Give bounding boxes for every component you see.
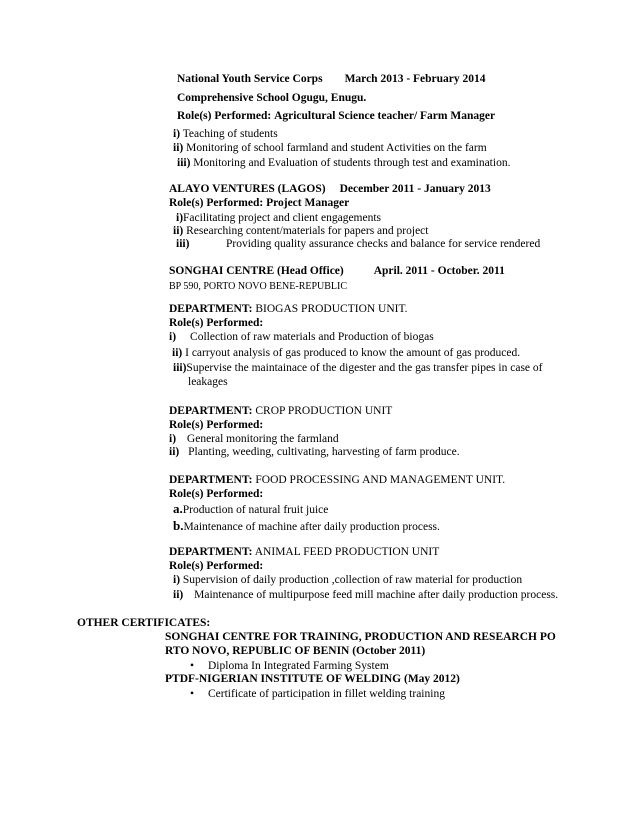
list-text: Monitoring of school farmland and student Activities on the farm: [186, 142, 487, 154]
list-marker: iii): [173, 362, 187, 374]
list-item: [173, 502, 328, 517]
songhai-heading: [169, 265, 505, 278]
list-text: Maintenance of machine after daily production process.: [183, 521, 440, 533]
department-heading: [169, 405, 392, 418]
list-item: [173, 362, 542, 375]
nysc-org: National Youth Service Corps: [177, 73, 323, 85]
nysc-role-label: Role(s) Performed:: [177, 110, 272, 122]
list-item: [169, 433, 339, 446]
department-heading: [169, 546, 439, 559]
list-text: Planting, weeding, cultivating, harvesting of farm produce.: [188, 446, 460, 458]
department-name: CROP PRODUCTION UNIT: [255, 405, 393, 417]
list-text: Supervision of daily production ,collection of raw material for production: [182, 574, 523, 586]
cert-institution: PTDF-NIGERIAN INSTITUTE OF WELDING (May 2012): [165, 673, 460, 685]
list-marker: ii): [169, 446, 180, 458]
list-text: General monitoring the farmland: [186, 433, 339, 445]
cert-item: [190, 688, 445, 701]
department-name: FOOD PROCESSING AND MANAGEMENT UNIT.: [255, 474, 506, 486]
list-text: Teaching of students: [182, 128, 278, 140]
alayo-role: Role(s) Performed: Project Manager: [169, 197, 350, 209]
department-role-label: Role(s) Performed:: [169, 560, 264, 572]
list-text: Production of natural fruit juice: [182, 504, 329, 516]
list-item: [176, 212, 381, 225]
list-marker: ii): [173, 142, 184, 154]
department-label: DEPARTMENT:: [169, 303, 253, 315]
department-heading: [169, 303, 408, 316]
cert-institution: SONGHAI CENTRE FOR TRAINING, PRODUCTION AND RESEARCH PO: [165, 631, 556, 643]
cert-item: [190, 660, 389, 673]
list-marker: ii): [172, 347, 183, 359]
list-marker: a.: [173, 501, 183, 516]
department-label: DEPARTMENT:: [169, 546, 253, 558]
alayo-dates: December 2011 - January 2013: [339, 183, 491, 195]
list-item: [173, 142, 487, 155]
list-marker: i): [173, 128, 181, 140]
alayo-org: ALAYO VENTURES (LAGOS): [169, 183, 326, 195]
nysc-school: Comprehensive School Ogugu, Enugu.: [177, 92, 367, 104]
songhai-dates: April. 2011 - October. 2011: [373, 265, 505, 277]
nysc-role: [177, 110, 495, 123]
list-item: [173, 519, 440, 534]
list-marker: ii): [173, 225, 184, 237]
bullet-icon: •: [190, 660, 195, 672]
list-text: Providing quality assurance checks and balance for service rendered: [226, 238, 541, 250]
nysc-role-value: Agricultural Science teacher/ Farm Manager: [274, 110, 496, 122]
list-marker: iii): [177, 157, 191, 169]
songhai-address: BP 590, PORTO NOVO BENE-REPUBLIC: [169, 281, 348, 292]
list-item: [173, 589, 558, 602]
list-item: [177, 157, 510, 170]
list-item: [172, 347, 520, 360]
cert-item-text: Diploma In Integrated Farming System: [208, 660, 389, 672]
list-item: [169, 446, 460, 459]
department-name: ANIMAL FEED PRODUCTION UNIT: [254, 546, 440, 558]
other-certificates-heading: OTHER CERTIFICATES:: [77, 617, 211, 629]
list-marker: i): [169, 433, 177, 445]
list-marker: ii): [173, 589, 184, 601]
department-label: DEPARTMENT:: [169, 474, 253, 486]
department-label: DEPARTMENT:: [169, 405, 253, 417]
list-marker: iii): [176, 238, 190, 250]
list-text: Facilitating project and client engagements: [183, 212, 382, 224]
list-item: [176, 238, 540, 251]
department-heading: [169, 474, 505, 487]
list-text: Maintenance of multipurpose feed mill machine after daily production process.: [194, 589, 559, 601]
list-marker: i): [176, 212, 184, 224]
department-role-label: Role(s) Performed:: [169, 419, 264, 431]
bullet-icon: •: [190, 688, 195, 700]
list-item: [169, 331, 434, 344]
songhai-org: SONGHAI CENTRE (Head Office): [169, 265, 344, 277]
list-text: Supervise the maintainace of the digester and the gas transfer pipes in case of: [186, 362, 543, 374]
cert-item-text: Certificate of participation in fillet welding training: [208, 688, 445, 700]
nysc-dates: March 2013 - February 2014: [344, 73, 486, 85]
department-role-label: Role(s) Performed:: [169, 317, 264, 329]
list-item: [173, 574, 522, 587]
list-text: Researching content/materials for papers and project: [186, 225, 429, 237]
list-item: [173, 225, 428, 238]
list-marker: b.: [173, 518, 184, 533]
list-text: I carryout analysis of gas produced to know the amount of gas produced.: [185, 347, 521, 359]
list-text: Collection of raw materials and Production of biogas: [190, 331, 434, 343]
list-marker: i): [173, 574, 181, 586]
department-name: BIOGAS PRODUCTION UNIT.: [255, 303, 408, 315]
department-role-label: Role(s) Performed:: [169, 488, 264, 500]
list-continuation: leakages: [188, 376, 228, 388]
cert-institution: RTO NOVO, REPUBLIC OF BENIN (October 2011): [165, 645, 426, 657]
list-marker: i): [169, 331, 177, 343]
alayo-heading: [169, 183, 491, 196]
nysc-heading: [177, 73, 486, 86]
list-item: [173, 128, 278, 141]
list-text: Monitoring and Evaluation of students through test and examination.: [193, 157, 511, 169]
